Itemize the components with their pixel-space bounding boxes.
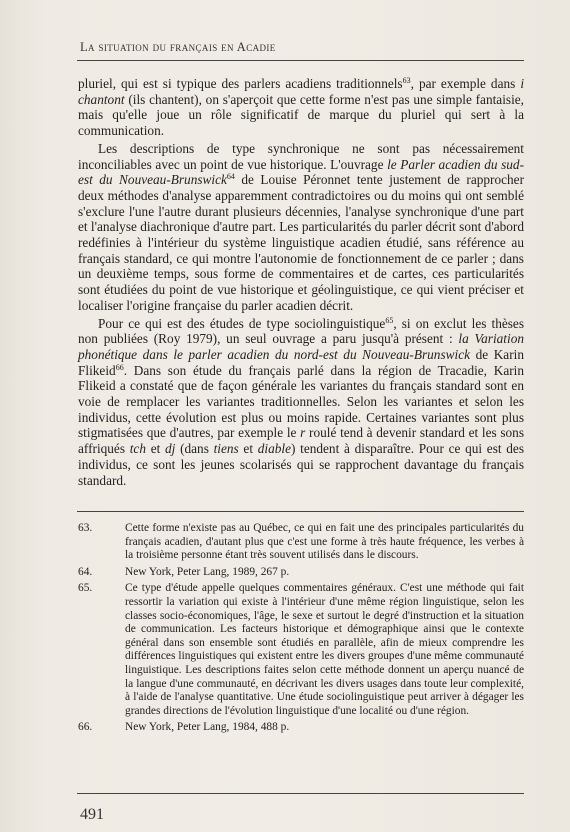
text-run: et [145,441,166,457]
book-title: le Parler acadien du sud-est du Nouveau-Brunswick [78,156,524,188]
book-title: la Variation phonétique dans le parler acadien du nord-est du Nouveau-Brunswick [78,331,524,362]
italic-run: tch [129,441,146,457]
italic-run: r [300,425,306,441]
text-run: de Karin Flikeid [78,346,524,378]
text-run: , par exemple dans [410,76,521,91]
footnote-separator [77,511,524,512]
footnote-ref-64[interactable]: 64 [226,172,235,182]
body-text [78,76,524,488]
footnote-text: New York, Peter Lang, 1989, 267 p. [125,565,290,578]
italic-run: dj [165,441,176,457]
footnote-ref-63[interactable]: 63 [402,76,411,85]
footnotes [78,522,524,738]
running-header: La situation du français en Acadie [80,40,276,54]
footnote-number: 65. [78,582,93,595]
page-number: 491 [80,806,104,823]
paragraph-3 [78,316,524,489]
italic-run: diable [257,441,291,457]
text-run: . Dans son étude du français parlé dans la région de Tracadie, Karin Flikeid a constaté que de façon générale les variantes du français standard sont en voie de remplacer les variantes traditionnelles. Selon les variantes et selon les individus, cette évolution est plus ou moins rapide. Certaines variantes sont plus stigmatisées que d'autres, par exemple le [78,362,524,441]
footnote-number: 66. [78,721,93,734]
italic-run: i chantont [78,76,525,107]
bottom-rule [77,793,524,794]
footnote-ref-65[interactable]: 65 [385,315,394,325]
italic-run: tiens [213,441,239,457]
paragraph-2 [78,141,524,314]
text-run: Pour ce qui est des études de type sociolinguistique [98,315,386,331]
footnote-number: 63. [78,522,93,534]
text-run: ) tendent à disparaître. Pour ce qui est des individus, ce sont les jeunes scolarisés qui se rapprochent davantage du français standard. [78,441,525,488]
footnote-63 [78,522,524,563]
text-run: , si on exclut les thèses non publiées (Roy 1979), un seul ouvrage a paru jusqu'à présent : [78,315,524,347]
footnote-text: Cette forme n'existe pas au Québec, ce qui en fait une des principales particularités du français acadien, d'autant plus que c'est une forme à très haute fréquence, les verbes à la troisième personne étant très souvent utilisés dans le discours. [125,522,524,562]
footnote-number: 64. [78,565,93,578]
text-run: (dans [175,441,214,457]
footnote-66 [78,721,524,735]
footnote-64 [78,566,524,580]
text-run: de Louise Péronnet tente justement de rapprocher deux méthodes d'analyse apparemment contradictoires ou du moins qui ont semblé s'exclure l'une l'autre durant plusieurs décennies, l'analyse synchronique d'une part et l'analyse diachronique d'autre part. Les particularités du parler décrit sont d'abord redéfinies à l'intérieur du système linguistique acadien étudié, sans référence au français standard, ce qui montre l'autonomie de fonctionnement de ce parler ; dans un deuxième temps, sous forme de commentaires et de cartes, ces particularités sont étudiées du point de vue historique et géolinguistique, ce qui vient préciser et localiser l'origine française du parler acadien décrit. [78,172,525,313]
paragraph-1 [78,76,524,139]
footnote-text: Ce type d'étude appelle quelques commentaires généraux. C'est une méthode qui fait ressortir la variation qui existe à l'intérieur d'une même région linguistique, selon les classes socio-économiques, l'âge, le sexe et surtout le degré d'instruction et la situation de communication. Les facteurs historique et démographique ainsi que le contexte général dans son ensemble sont étudiés en parallèle, afin de mieux comprendre les différences linguistiques qui existent entre les divers groupes d'une même communauté linguistique. Les descriptions faites selon cette méthode donnent un aperçu nuancé de la langue d'une communauté, en décrivant les divers usages dans toute leur complexité, à l'aide de l'analyse quantitative. Une étude sociolinguistique peut arriver à dégager les grandes directions de l'évolution linguistique d'une localité ou d'une région. [125,582,524,717]
text-run: et [238,441,258,457]
text-run: pluriel, qui est si typique des parlers acadiens traditionnels [78,76,403,91]
text-run: roulé tend à devenir standard et les sons affriqués [78,425,525,457]
footnote-65 [78,582,524,718]
text-run: Les descriptions de type synchronique ne sont pas nécessairement inconciliables avec un point de vue historique. L'ouvrage [78,140,524,172]
footnote-text: New York, Peter Lang, 1984, 488 p. [125,721,290,734]
text-run: (ils chantent), on s'aperçoit que cette forme n'est pas une simple fantaisie, mais qu'elle joue un rôle significatif de marque du pluriel qui sert à la communication. [78,91,524,139]
header-rule [77,60,524,61]
footnote-ref-66[interactable]: 66 [115,362,124,372]
